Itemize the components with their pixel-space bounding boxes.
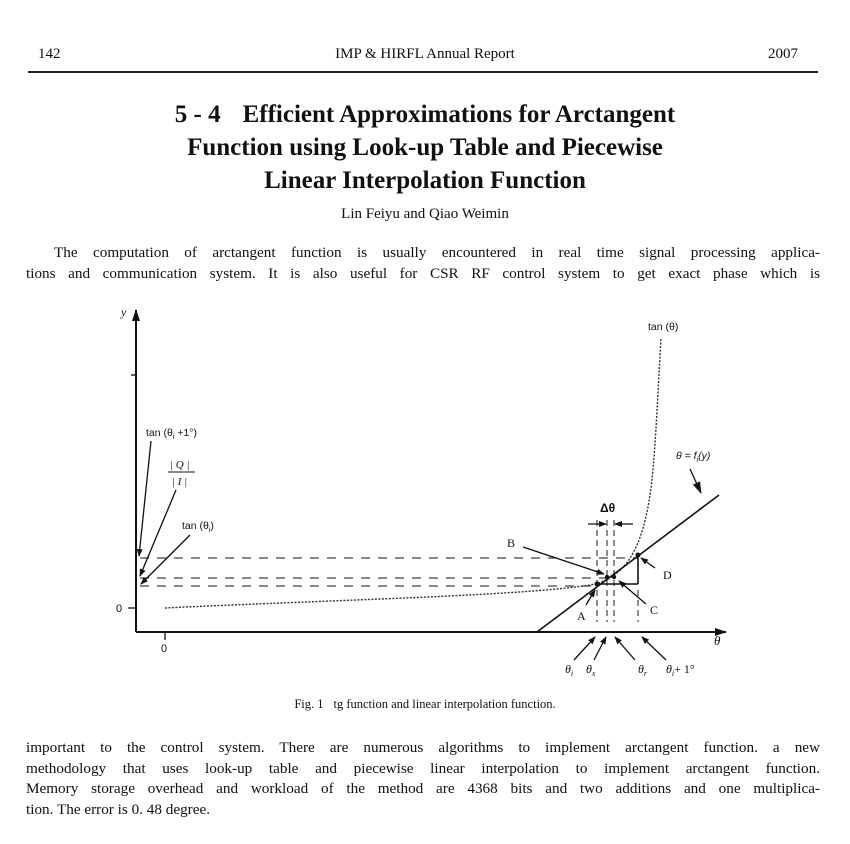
section-number: 5 - 4 xyxy=(174,101,221,128)
label-b: B xyxy=(507,536,516,550)
label-c: C xyxy=(650,603,659,617)
arrow-tan-theta-i xyxy=(141,535,190,584)
point-a xyxy=(595,582,600,587)
theta-r-label: $\theta_r$ xyxy=(638,662,648,678)
figure-1-diagram xyxy=(0,290,850,690)
linear-function-label: $\theta = f_i(y)$ xyxy=(676,450,711,464)
arrow-theta-i-plus-1 xyxy=(642,637,666,660)
title-line-2: Function using Look-up Table and Piecewise xyxy=(187,134,663,161)
theta-x-label: $\theta_x$ xyxy=(586,662,596,678)
arrow-b xyxy=(523,547,604,574)
theta-i-label: $\theta_i$ xyxy=(565,662,574,678)
header-year: 2007 xyxy=(768,46,798,62)
paragraph-line: tion. The error is 0. 48 degree. xyxy=(26,800,211,818)
ratio-numerator: | Q | xyxy=(170,459,190,471)
page-number: 142 xyxy=(38,46,61,62)
arrow-theta-x xyxy=(594,637,606,660)
arrow-d xyxy=(641,558,655,568)
figure-label: Fig. 1 xyxy=(294,697,324,711)
tan-curve xyxy=(165,338,661,608)
article-title xyxy=(0,98,850,197)
paragraph-line: methodology that uses look-up table and piecewise linear interpolation to implement arctangent function. xyxy=(26,759,820,777)
y-axis-label: y xyxy=(121,305,127,319)
paragraph-body xyxy=(26,738,820,820)
arrow-ratio xyxy=(140,490,176,576)
theta-axis-label: θ xyxy=(714,633,721,648)
ratio-denominator: | I | xyxy=(172,476,188,488)
arrow-theta-r xyxy=(615,637,635,660)
paragraph-line: tions and communication system. It is also useful for CSR RF control system to get exact phase which is xyxy=(26,264,820,282)
label-d: D xyxy=(663,568,672,582)
point-c xyxy=(612,575,616,579)
point-d xyxy=(636,553,641,558)
tan-theta-label: tan (θ) xyxy=(648,321,679,333)
tan-theta-i-plus-1-label: $\tan (\theta_i +1^\circ)$ xyxy=(146,427,198,441)
tan-theta-i-label: $\tan (\theta_i)$ xyxy=(182,520,214,534)
arrow-theta-i xyxy=(574,637,595,660)
linear-function-arrow xyxy=(690,469,701,493)
delta-theta-label: Δθ xyxy=(600,501,616,515)
header-rule xyxy=(28,71,818,73)
paragraph-line: The computation of arctangent function is usually encountered in real time signal processing applica- xyxy=(54,244,820,261)
paragraph-line: important to the control system. There are numerous algorithms to implement arctangent function. a new xyxy=(26,739,820,756)
arrow-tan-theta-i-plus-1 xyxy=(139,441,151,556)
paragraph-intro xyxy=(26,243,820,284)
title-line-3: Linear Interpolation Function xyxy=(264,167,586,194)
caption-text: tg function and linear interpolation function. xyxy=(333,697,556,711)
x-zero-label: 0 xyxy=(161,643,168,655)
running-title: IMP & HIRFL Annual Report xyxy=(335,46,515,62)
paragraph-line: Memory storage overhead and workload of the method are 4368 bits and two additions and one multiplica- xyxy=(26,780,820,797)
linear-interpolation-line xyxy=(537,495,719,632)
figure-caption xyxy=(0,697,850,712)
authors: Lin Feiyu and Qiao Weimin xyxy=(341,206,509,222)
y-zero-label: 0 xyxy=(116,603,123,615)
title-text-1: Efficient Approximations for Arctangent xyxy=(242,101,676,128)
theta-i-plus-1-label: $\theta_i+ 1^\circ$ xyxy=(666,662,695,678)
title-line-1 xyxy=(0,98,850,131)
label-a: A xyxy=(577,609,586,623)
point-b xyxy=(605,575,609,579)
